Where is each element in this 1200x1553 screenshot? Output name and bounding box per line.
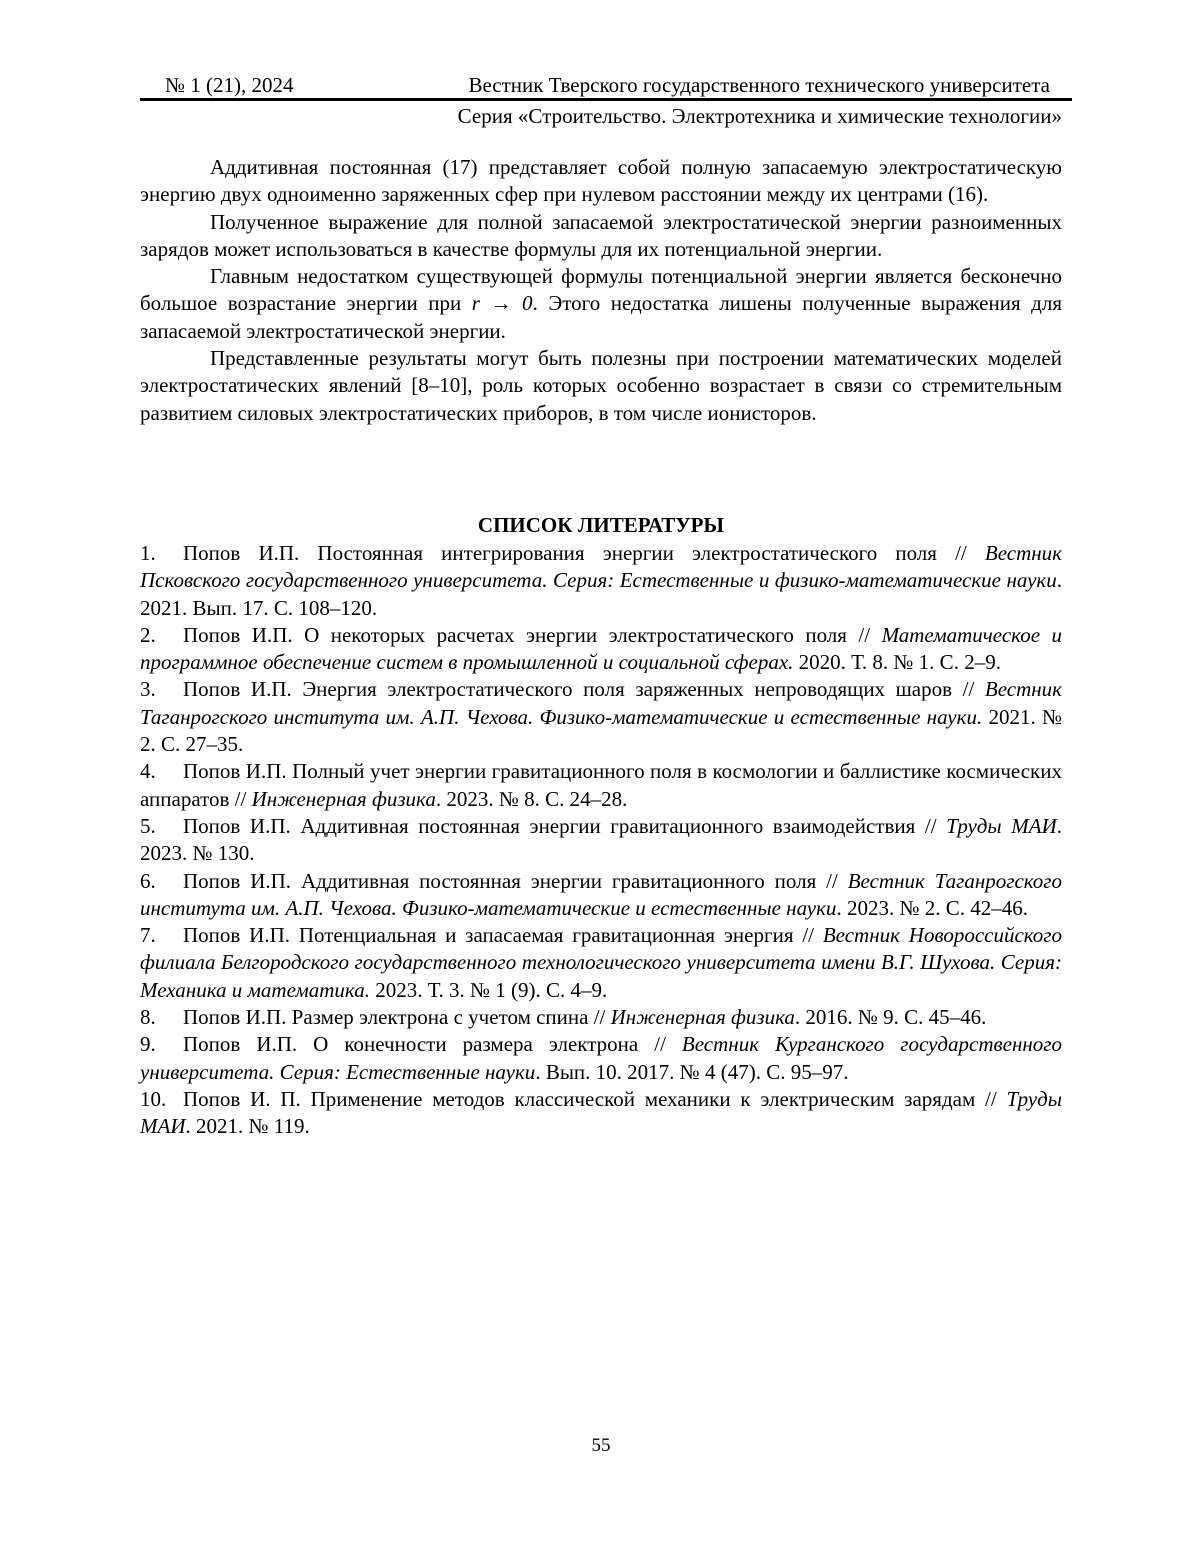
reference-source: Инженерная физика xyxy=(252,787,436,811)
reference-source: Вестник Новороссийского филиала Белгородского государственного технологического университета имени В.Г. Шухова. Серия: Механика и математика. xyxy=(140,923,1062,1002)
reference-item xyxy=(140,1031,1062,1086)
reference-author-title: Попов И.П. О некоторых расчетах энергии электростатического поля // xyxy=(183,623,882,647)
header-issue-number: № 1 (21), 2024 xyxy=(165,72,294,98)
body-paragraph: Аддитивная постоянная (17) представляет собой полную запасаемую электростатическую энергию двух одноименно заряженных сфер при нулевом расстоянии между их центрами (16). xyxy=(140,154,1062,209)
reference-details: . 2016. № 9. С. 45–46. xyxy=(795,1005,987,1029)
body-paragraph: Полученное выражение для полной запасаемой электростатической энергии разноименных зарядов может использоваться в качестве формулы для их потенциальной энергии. xyxy=(140,209,1062,264)
reference-number: 4. xyxy=(140,758,183,785)
reference-list xyxy=(140,540,1062,1141)
reference-details: . 2023. № 2. С. 42–46. xyxy=(836,896,1028,920)
reference-number: 9. xyxy=(140,1031,183,1058)
journal-page xyxy=(140,0,1062,1553)
reference-item xyxy=(140,813,1062,868)
reference-number: 8. xyxy=(140,1004,183,1031)
reference-author-title: Попов И.П. Аддитивная постоянная энергии гравитационного взаимодействия // xyxy=(183,814,946,838)
reference-author-title: Попов И.П. О конечности размера электрона // xyxy=(183,1032,682,1056)
reference-details: 2021. № 2. С. 27–35. xyxy=(140,705,1062,756)
reference-number: 2. xyxy=(140,622,183,649)
reference-item xyxy=(140,1086,1062,1141)
reference-author-title: Попов И.П. Постоянная интегрирования энергии электростатического поля // xyxy=(183,541,985,565)
body-paragraph-text: . Этого недостатка лишены полученные выражения для запасаемой электростатической энергии. xyxy=(140,291,1062,342)
reference-item xyxy=(140,868,1062,923)
reference-number: 5. xyxy=(140,813,183,840)
reference-source: Инженерная физика xyxy=(611,1005,795,1029)
reference-number: 10. xyxy=(140,1086,183,1113)
reference-number: 6. xyxy=(140,868,183,895)
body-paragraph-text: Главным недостатком существующей формулы потенциальной энергии является бесконечно большое возрастание энергии при xyxy=(140,264,1062,315)
reference-author-title: Попов И.П. Полный учет энергии гравитационного поля в космологии и баллистике космических аппаратов // xyxy=(140,759,1062,810)
header-series-title: Серия «Строительство. Электротехника и химические технологии» xyxy=(458,103,1062,129)
reference-item xyxy=(140,676,1062,758)
header-divider xyxy=(140,98,1072,101)
reference-author-title: Попов И.П. Размер электрона с учетом спина // xyxy=(183,1005,611,1029)
reference-details: 2020. Т. 8. № 1. С. 2–9. xyxy=(793,650,1001,674)
reference-item xyxy=(140,622,1062,677)
reference-details: . 2023. № 130. xyxy=(140,814,1062,865)
running-header xyxy=(140,72,1062,98)
inline-formula: r → 0 xyxy=(472,291,533,315)
references-heading: СПИСОК ЛИТЕРАТУРЫ xyxy=(140,511,1062,539)
header-journal-title: Вестник Тверского государственного технического университета xyxy=(468,72,1050,98)
reference-author-title: Попов И.П. Аддитивная постоянная энергии гравитационного поля // xyxy=(183,869,848,893)
reference-number: 1. xyxy=(140,540,183,567)
reference-details: . 2021. № 119. xyxy=(186,1114,310,1138)
reference-item xyxy=(140,922,1062,1004)
reference-author-title: Попов И. П. Применение методов классической механики к электрическим зарядам // xyxy=(183,1087,1007,1111)
reference-details: 2023. Т. 3. № 1 (9). С. 4–9. xyxy=(370,978,607,1002)
reference-item xyxy=(140,758,1062,813)
reference-number: 7. xyxy=(140,922,183,949)
reference-source: Вестник Таганрогского института им. А.П. Чехова. Физико-математические и естественные науки xyxy=(140,869,1062,920)
reference-item xyxy=(140,1004,1062,1031)
body-paragraph xyxy=(140,263,1062,345)
reference-author-title: Попов И.П. Потенциальная и запасаемая гравитационная энергия // xyxy=(183,923,823,947)
article-body xyxy=(140,154,1062,427)
reference-details: . 2023. № 8. С. 24–28. xyxy=(436,787,628,811)
reference-source: Труды МАИ xyxy=(140,1087,1062,1138)
body-paragraph: Представленные результаты могут быть полезны при построении математических моделей электростатических явлений [8–10], роль которых особенно возрастает в связи со стремительным развитием силовых электростатических приборов, в том числе ионисторов. xyxy=(140,345,1062,427)
reference-details: . 2021. Вып. 17. С. 108–120. xyxy=(140,568,1062,619)
reference-details: . Вып. 10. 2017. № 4 (47). С. 95–97. xyxy=(535,1060,848,1084)
reference-source: Вестник Курганского государственного университета. Серия: Естественные науки xyxy=(140,1032,1062,1083)
reference-number: 3. xyxy=(140,676,183,703)
page-number: 55 xyxy=(140,1434,1062,1458)
reference-source: Труды МАИ xyxy=(946,814,1057,838)
reference-item xyxy=(140,540,1062,622)
reference-author-title: Попов И.П. Энергия электростатического поля заряженных непроводящих шаров // xyxy=(183,677,985,701)
reference-source: Математическое и программное обеспечение систем в промышленной и социальной сферах. xyxy=(140,623,1062,674)
reference-source: Вестник Псковского государственного университета. Серия: Естественные и физико-математические науки xyxy=(140,541,1062,592)
reference-source: Вестник Таганрогского института им. А.П. Чехова. Физико-математические и естественные науки. xyxy=(140,677,1062,728)
